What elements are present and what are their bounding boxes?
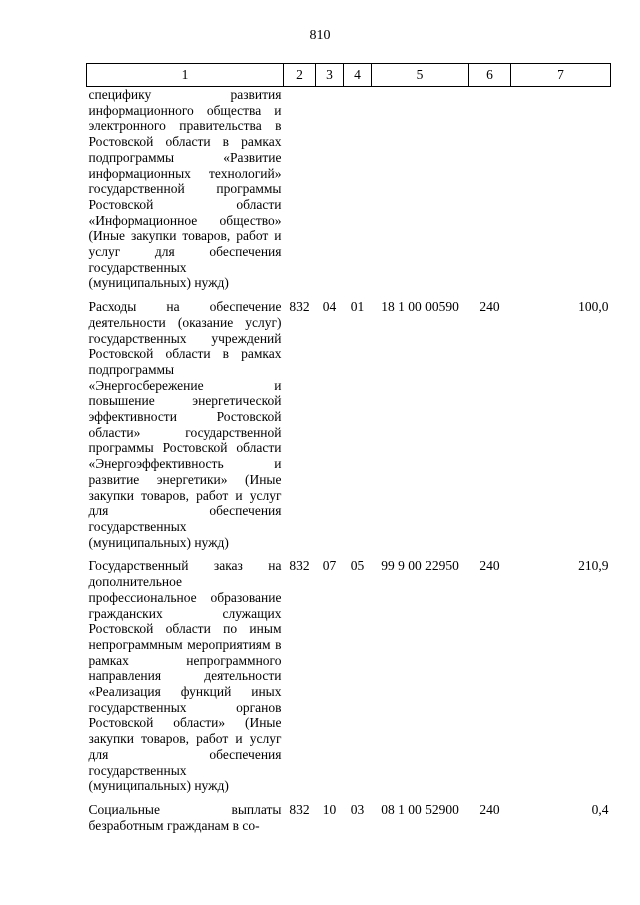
column-header: 3 — [316, 64, 344, 87]
row-code-target: 99 9 00 22950 — [381, 558, 459, 574]
table-header-row — [87, 64, 611, 87]
row-code-subsection — [344, 87, 372, 292]
table-row — [87, 291, 611, 550]
page-number: 810 — [309, 28, 331, 43]
row-code-section — [316, 87, 344, 292]
row-code-expense-type — [469, 87, 511, 292]
row-code-target — [372, 87, 469, 292]
table-row — [87, 550, 611, 794]
row-description: Государственный заказ на дополнительное профессиональное образование гражданских служащих Ростовской области по иным непрограммным мероприятиям в рамках непрограммного направления деятельности «Реализация функций иных государственных органов Ростовской области» (Иные закупки товаров, работ и услуг для обеспечения государственных (муниципальных) нужд) — [88, 558, 282, 794]
row-code-ministry — [284, 87, 316, 292]
row-code-section: 10 — [322, 801, 337, 817]
row-code-target: 18 1 00 00590 — [381, 299, 459, 315]
row-amount: 100,0 — [578, 299, 609, 315]
column-header: 6 — [469, 64, 511, 87]
row-code-ministry: 832 — [289, 801, 310, 817]
column-header: 4 — [344, 64, 372, 87]
row-code-ministry: 832 — [289, 558, 310, 574]
column-header: 7 — [511, 64, 611, 87]
row-amount — [511, 87, 611, 292]
row-code-subsection: 05 — [350, 558, 365, 574]
row-code-expense-type: 240 — [479, 801, 500, 817]
row-code-section: 07 — [322, 558, 337, 574]
budget-table — [86, 63, 611, 833]
row-amount: 210,9 — [578, 558, 609, 574]
row-code-ministry: 832 — [289, 299, 310, 315]
column-header: 2 — [284, 64, 316, 87]
table-row — [87, 794, 611, 833]
row-description: Социальные выплаты безработным гражданам в со- — [88, 801, 282, 833]
column-header: 1 — [87, 64, 284, 87]
column-header: 5 — [372, 64, 469, 87]
table-row — [87, 87, 611, 292]
row-description: Расходы на обеспечение деятельности (оказание услуг) государственных учреждений Ростовской области в рамках подпрограммы «Энергосбережение и повышение энергетической эффективности Ростовской области» государственной программы Ростовской области «Энергоэффективность и развитие энергетики» (Иные закупки товаров, работ и услуг для обеспечения государственных (муниципальных) нужд) — [88, 299, 282, 550]
row-code-expense-type: 240 — [479, 299, 500, 315]
row-code-subsection: 03 — [350, 801, 365, 817]
row-code-subsection: 01 — [350, 299, 365, 315]
row-code-section: 04 — [322, 299, 337, 315]
row-code-target: 08 1 00 52900 — [381, 801, 459, 817]
row-amount: 0,4 — [591, 801, 609, 817]
row-code-expense-type: 240 — [479, 558, 500, 574]
row-description: специфику развития информационного общества и электронного правительства в Ростовской области в рамках подпрограммы «Развитие информационных технологий» государственной программы Ростовской области «Информационное общество» (Иные закупки товаров, работ и услуг для обеспечения государственных (муниципальных) нужд) — [88, 87, 282, 291]
